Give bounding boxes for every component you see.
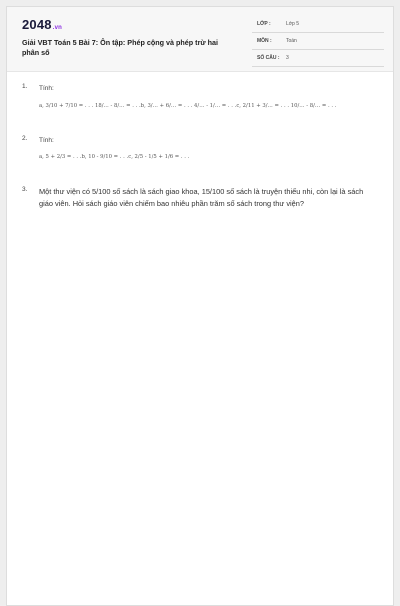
worksheet-header xyxy=(7,7,393,72)
meta-row-subject xyxy=(252,34,384,50)
logo-text: 2048 xyxy=(22,17,52,32)
meta-row-grade xyxy=(252,17,384,33)
logo-suffix: .vn xyxy=(52,25,63,31)
worksheet-page xyxy=(6,6,394,606)
page-title: Giải VBT Toán 5 Bài 7: Ôn tập: Phép cộng và phép trừ hai phân số xyxy=(22,38,218,57)
meta-value: Lớp 5 xyxy=(286,21,300,27)
question-number: 2. xyxy=(22,135,28,142)
question-number: 1. xyxy=(22,83,28,90)
meta-value: Toán xyxy=(286,38,297,44)
question-text: Một thư viện có 5/100 số sách là sách giao khoa, 15/100 số sách là truyện thiếu nhi, còn lại là sách giáo viên. Hỏi sách giáo viên chiếm bao nhiêu phần trăm số sách trong thư viện? xyxy=(39,187,364,208)
site-logo[interactable] xyxy=(22,17,62,32)
meta-info xyxy=(252,17,384,68)
meta-label: LỚP : xyxy=(257,21,271,27)
meta-row-question-count xyxy=(252,51,384,67)
meta-value: 3 xyxy=(286,55,289,61)
math-expression: a, 5 + 2/3 = . . .b, 10 - 9/10 = . . .c, 2/5 - 1/5 + 1/6 = . . . xyxy=(39,154,190,160)
question-number: 3. xyxy=(22,186,28,193)
meta-label: SỐ CÂU : xyxy=(257,55,280,61)
meta-label: MÔN : xyxy=(257,38,272,44)
question-text: Tính: xyxy=(39,137,54,144)
math-expression: a, 3/10 + 7/10 = . . . 18/… - 8/… = . . .b, 3/… + 6/… = . . . 4/… - 1/… = . . .c, 2/11 + 3/… = . . . 10/… - 8/… = . . . xyxy=(39,103,337,109)
question-text: Tính: xyxy=(39,85,54,92)
